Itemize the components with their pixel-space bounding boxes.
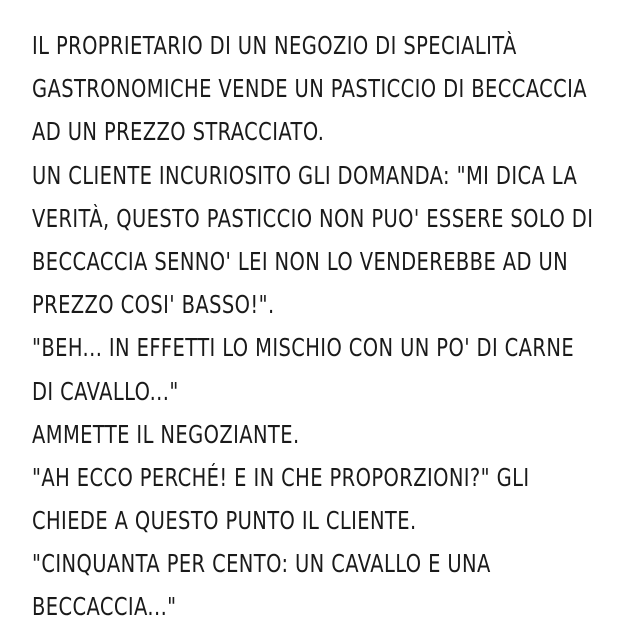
- joke-line: UN CLIENTE INCURIOSITO GLI DOMANDA: "MI DICA LA: [32, 160, 578, 190]
- joke-line: AD UN PREZZO STRACCIATO.: [32, 117, 325, 147]
- joke-text: [32, 24, 612, 629]
- joke-line: "AH ECCO PERCHÉ! E IN CHE PROPORZIONI?" GLI: [32, 462, 530, 492]
- joke-line: PREZZO COSI' BASSO!".: [32, 290, 275, 320]
- joke-line: IL PROPRIETARIO DI UN NEGOZIO DI SPECIALITÀ: [32, 31, 517, 60]
- joke-line: GASTRONOMICHE VENDE UN PASTICCIO DI BECCACCIA: [32, 74, 587, 104]
- joke-line: CHIEDE A QUESTO PUNTO IL CLIENTE.: [32, 506, 417, 536]
- joke-line: BECCACCIA SENNO' LEI NON LO VENDEREBBE AD UN: [32, 246, 569, 276]
- joke-line: "CINQUANTA PER CENTO: UN CAVALLO E UNA: [32, 549, 491, 579]
- joke-line: DI CAVALLO...": [32, 376, 179, 406]
- joke-line: AMMETTE IL NEGOZIANTE.: [32, 419, 300, 449]
- joke-line: VERITÀ, QUESTO PASTICCIO NON PUO' ESSERE SOLO DI: [32, 203, 594, 233]
- joke-line: "BEH... IN EFFETTI LO MISCHIO CON UN PO' DI CARNE: [32, 333, 575, 363]
- joke-line: BECCACCIA...": [32, 592, 177, 622]
